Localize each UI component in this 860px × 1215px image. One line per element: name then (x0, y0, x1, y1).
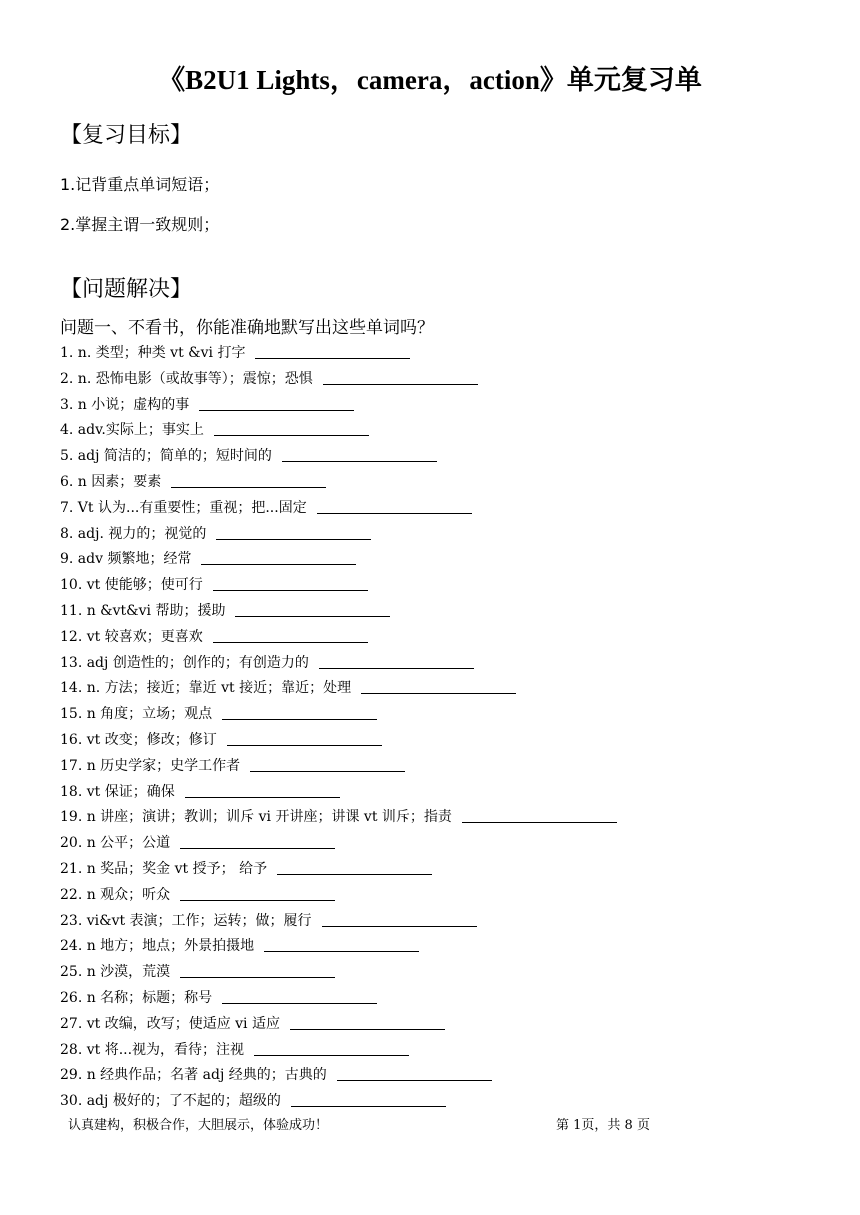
vocab-item (60, 934, 820, 960)
vocab-item-text: 9. adv 频繁地；经常 (60, 551, 192, 568)
vocab-item-text: 15. n 角度；立场；观点 (60, 706, 213, 723)
vocab-item (60, 805, 820, 831)
answer-blank[interactable] (213, 628, 368, 643)
vocab-item (60, 547, 820, 573)
goal-item-2: 2.掌握主谓一致规则； (60, 215, 220, 234)
answer-blank[interactable] (282, 447, 437, 462)
answer-blank[interactable] (291, 1092, 446, 1107)
answer-blank[interactable] (222, 989, 377, 1004)
answer-blank[interactable] (264, 937, 419, 952)
vocab-item-text: 20. n 公平；公道 (60, 835, 171, 852)
vocab-item (60, 651, 820, 677)
vocab-item-text: 25. n 沙漠，荒漠 (60, 964, 171, 981)
answer-blank[interactable] (277, 860, 432, 875)
vocab-item-text: 17. n 历史学家；史学工作者 (60, 757, 241, 774)
answer-blank[interactable] (337, 1066, 492, 1081)
vocab-item (60, 341, 820, 367)
vocab-item (60, 676, 820, 702)
vocab-item-text: 23. vi&vt 表演；工作；运转；做；履行 (60, 912, 312, 929)
vocab-item (60, 1038, 820, 1064)
vocab-item (60, 418, 820, 444)
vocab-item-text: 3. n 小说；虚构的事 (60, 396, 190, 413)
answer-blank[interactable] (254, 1041, 409, 1056)
vocab-item (60, 857, 820, 883)
answer-blank[interactable] (290, 1015, 445, 1030)
answer-blank[interactable] (171, 473, 326, 488)
answer-blank[interactable] (213, 576, 368, 591)
vocab-item-text: 21. n 奖品；奖金 vt 授予； 给予 (60, 860, 268, 877)
page-title: 《B2U1 Lights，camera，action》单元复习单 (158, 65, 702, 95)
answer-blank[interactable] (255, 344, 410, 359)
answer-blank[interactable] (322, 912, 477, 927)
vocab-item-text: 2. n. 恐怖电影（或故事等）；震惊；恐惧 (60, 370, 313, 387)
vocab-item-text: 29. n 经典作品；名著 adj 经典的；古典的 (60, 1067, 327, 1084)
answer-blank[interactable] (180, 834, 335, 849)
vocab-item (60, 1063, 820, 1089)
vocab-item (60, 780, 820, 806)
vocab-item-text: 26. n 名称；标题；称号 (60, 989, 213, 1006)
vocab-item-text: 13. adj 创造性的；创作的；有创造力的 (60, 654, 309, 671)
vocab-item (60, 599, 820, 625)
vocab-item (60, 522, 820, 548)
answer-blank[interactable] (250, 757, 405, 772)
answer-blank[interactable] (227, 731, 382, 746)
question-one: 问题一、不看书，你能准确地默写出这些单词吗？ (60, 318, 434, 338)
answer-blank[interactable] (235, 602, 390, 617)
vocab-item (60, 496, 820, 522)
vocab-item-text: 19. n 讲座；演讲；教训；训斥 vi 开讲座；讲课 vt 训斥；指责 (60, 809, 452, 826)
vocab-item-text: 1. n. 类型；种类 vt &vi 打字 (60, 345, 246, 361)
vocab-item (60, 1012, 820, 1038)
footer-motto: 认真建构，积极合作，大胆展示，体验成功！ (68, 1118, 329, 1133)
answer-blank[interactable] (222, 705, 377, 720)
vocab-item-text: 24. n 地方；地点；外景拍摄地 (60, 938, 255, 955)
vocab-item-text: 11. n &vt&vi 帮助；援助 (60, 602, 226, 619)
vocab-item (60, 831, 820, 857)
vocab-item (60, 728, 820, 754)
page-number: 第 1页，共 8 页 (556, 1118, 650, 1133)
vocab-item-text: 12. vt 较喜欢；更喜欢 (60, 628, 203, 645)
vocab-item (60, 444, 820, 470)
vocab-item (60, 1089, 820, 1115)
vocab-item (60, 367, 820, 393)
vocab-item-text: 18. vt 保证；确保 (60, 783, 175, 800)
answer-blank[interactable] (199, 396, 354, 411)
vocab-item-text: 28. vt 将...视为，看待；注视 (60, 1041, 245, 1058)
vocab-item (60, 883, 820, 909)
vocab-item-text: 27. vt 改编，改写；使适应 vi 适应 (60, 1015, 280, 1032)
answer-blank[interactable] (361, 679, 516, 694)
answer-blank[interactable] (317, 499, 472, 514)
answer-blank[interactable] (201, 550, 356, 565)
answer-blank[interactable] (216, 525, 371, 540)
vocab-item-text: 5. adj 简洁的；简单的；短时间的 (60, 448, 272, 465)
vocab-item (60, 393, 820, 419)
vocab-item (60, 573, 820, 599)
vocab-item (60, 702, 820, 728)
vocab-item (60, 754, 820, 780)
goal-item-1: 1.记背重点单词短语； (60, 175, 220, 194)
answer-blank[interactable] (462, 808, 617, 823)
vocab-item (60, 470, 820, 496)
answer-blank[interactable] (319, 654, 474, 669)
vocab-item (60, 909, 820, 935)
vocab-item (60, 625, 820, 651)
answer-blank[interactable] (214, 421, 369, 436)
answer-blank[interactable] (180, 963, 335, 978)
vocab-item-text: 7. Vt 认为...有重要性；重视；把...固定 (60, 499, 307, 516)
answer-blank[interactable] (180, 886, 335, 901)
vocab-item-text: 10. vt 使能够；使可行 (60, 577, 203, 594)
vocab-item-text: 8. adj. 视力的；视觉的 (60, 525, 207, 542)
problem-solving-heading: 【问题解决】 (60, 277, 193, 302)
vocab-item-text: 4. adv.实际上；事实上 (60, 422, 204, 439)
answer-blank[interactable] (323, 370, 478, 385)
vocab-item-text: 6. n 因素；要素 (60, 473, 162, 490)
vocab-item-text: 22. n 观众；听众 (60, 886, 171, 903)
vocab-item-text: 30. adj 极好的；了不起的；超级的 (60, 1093, 281, 1110)
vocab-item (60, 986, 820, 1012)
vocab-item (60, 960, 820, 986)
vocab-item-text: 16. vt 改变；修改；修订 (60, 731, 217, 748)
vocab-list (60, 341, 820, 1115)
answer-blank[interactable] (185, 783, 340, 798)
vocab-item-text: 14. n. 方法；接近；靠近 vt 接近；靠近；处理 (60, 680, 352, 697)
review-goals-heading: 【复习目标】 (60, 123, 193, 148)
